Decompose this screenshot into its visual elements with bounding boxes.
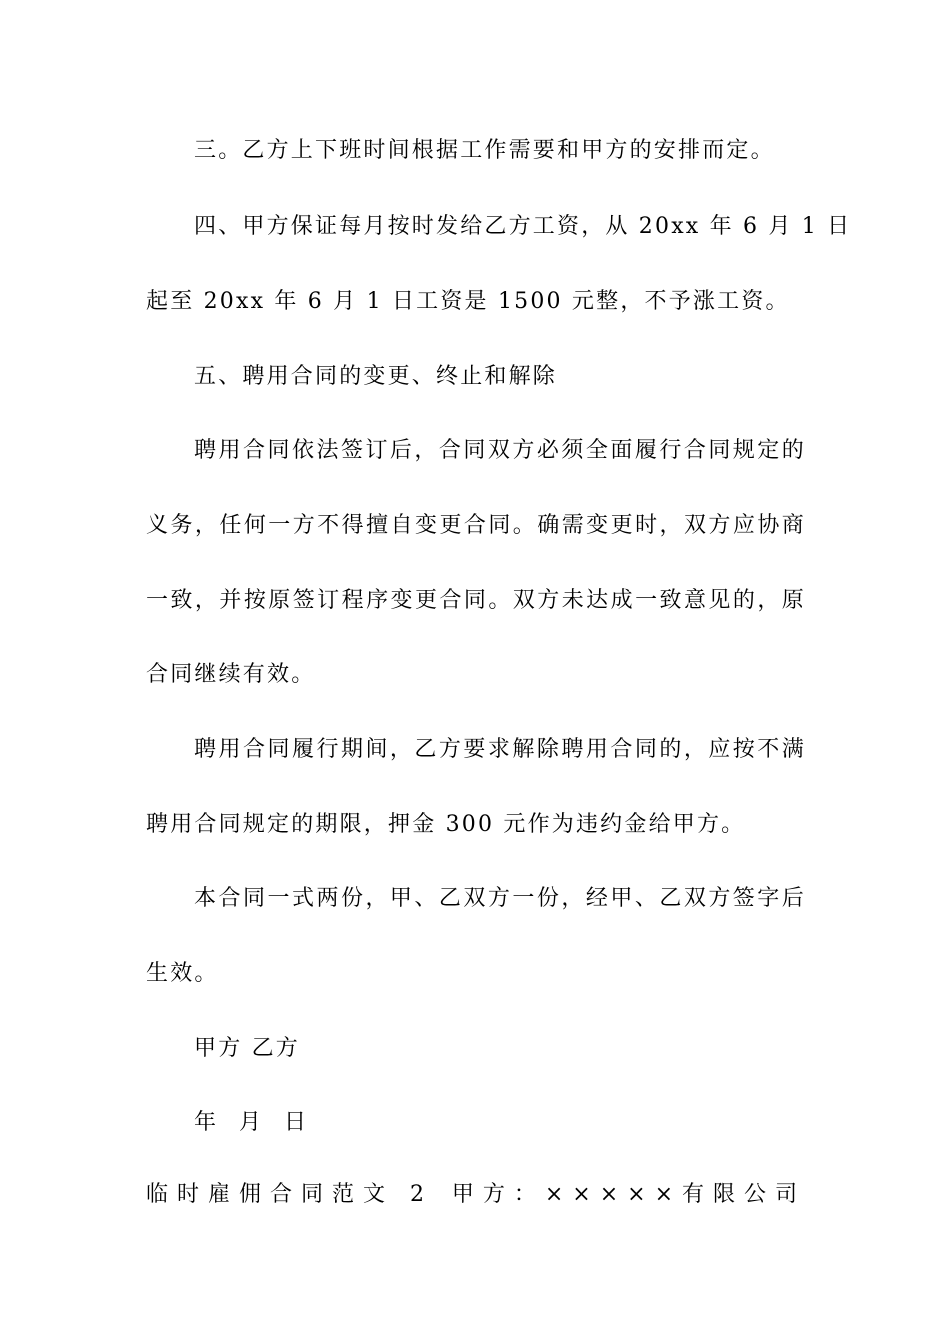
next-document-title: 临时雇佣合同范文 2 bbox=[146, 1182, 433, 1207]
party-a-label: 甲方：×××××有限公司 bbox=[451, 1182, 806, 1207]
text-line-12: 生效。 bbox=[146, 961, 219, 986]
signature-date: 年 月 日 bbox=[194, 1110, 314, 1135]
footer-row bbox=[146, 1180, 806, 1210]
text-line-11: 本合同一式两份，甲、乙双方一份，经甲、乙双方签字后 bbox=[194, 886, 806, 911]
signature-parties: 甲方 乙方 bbox=[194, 1036, 300, 1061]
text-line-8: 合同继续有效。 bbox=[146, 662, 316, 687]
text-line-3: 起至 20xx 年 6 月 1 日工资是 1500 元整，不予涨工资。 bbox=[146, 289, 790, 314]
text-line-9: 聘用合同履行期间，乙方要求解除聘用合同的，应按不满 bbox=[194, 737, 806, 762]
text-line-2: 四、甲方保证每月按时发给乙方工资，从 20xx 年 6 月 1 日 bbox=[194, 214, 852, 239]
text-line-1: 三。乙方上下班时间根据工作需要和甲方的安排而定。 bbox=[194, 138, 775, 163]
section-heading: 五、聘用合同的变更、终止和解除 bbox=[194, 364, 558, 389]
text-line-7: 一致，并按原签订程序变更合同。双方未达成一致意见的，原 bbox=[146, 588, 806, 613]
text-line-10: 聘用合同规定的期限，押金 300 元作为违约金给甲方。 bbox=[146, 812, 746, 837]
text-line-5: 聘用合同依法签订后，合同双方必须全面履行合同规定的 bbox=[194, 438, 806, 463]
text-line-6: 义务，任何一方不得擅自变更合同。确需变更时，双方应协商 bbox=[146, 513, 806, 538]
